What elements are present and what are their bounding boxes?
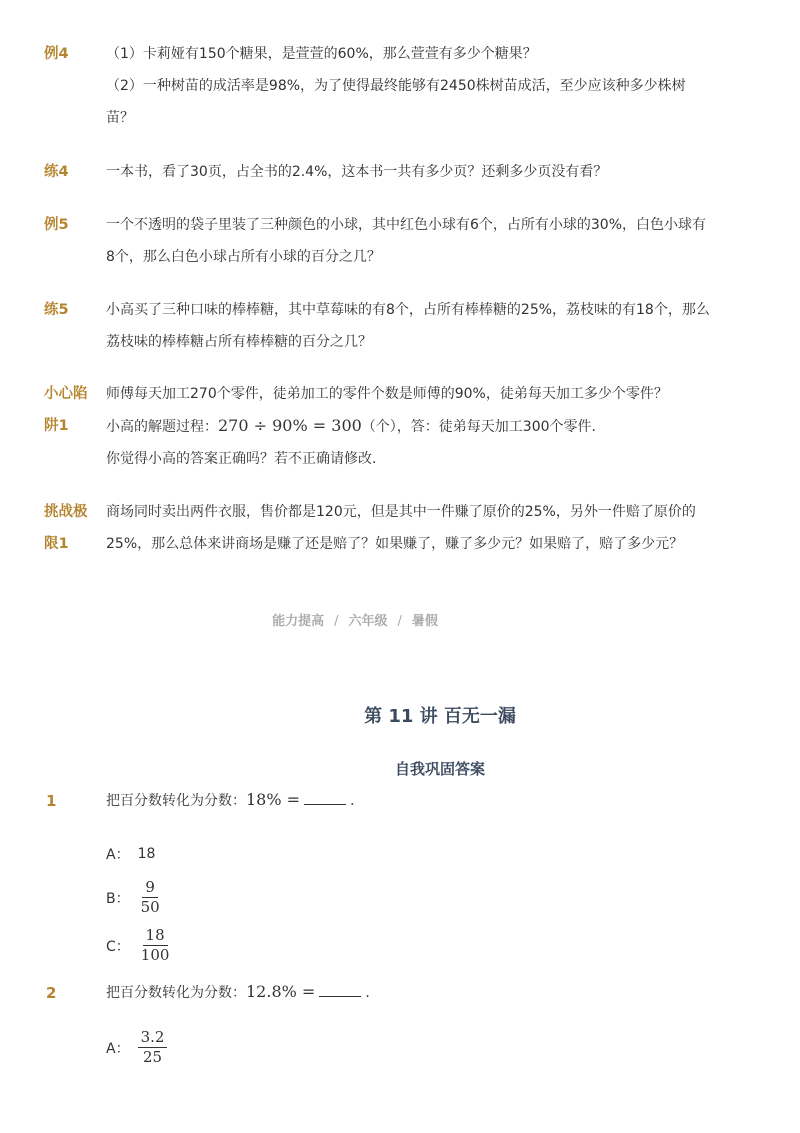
problem-text-challenge1 [106,496,726,560]
page-footer [0,610,710,629]
text-line: （1）卡莉娅有150个糖果，是萱萱的60%，那么萱萱有多少个糖果？ [106,46,537,62]
solution-prefix: 小高的解题过程： [106,419,218,435]
text-line: 25%，那么总体来讲商场是赚了还是赔了？如果赚了，赚了多少元？如果赔了，赔了多少元？ [106,536,684,552]
text-line: （2）一种树苗的成活率是98%，为了使得最终能够有2450株树苗成活，至少应该种多少株树 [106,78,686,94]
fraction [138,926,173,965]
question-prefix: 把百分数转化为分数： [106,985,246,1001]
answer-blank [304,804,346,805]
lecture-title: 第 11 讲 百无一漏 [364,706,516,727]
fraction [138,1028,168,1067]
fraction-denominator: 100 [140,946,170,964]
option-a [106,1028,167,1067]
question-math: 18% = [246,790,301,809]
text-line: 小高买了三种口味的棒棒糖，其中草莓味的有8个，占所有棒棒糖的25%，荔枝味的有18个，那么 [106,302,710,318]
question-text [106,790,364,810]
text-line: 你觉得小高的答案正确吗？若不正确请修改． [106,451,386,467]
problem-text-ex4 [106,38,726,134]
question-number: 1 [46,792,57,810]
question-text [106,982,379,1002]
question-math: 12.8% = [246,982,316,1001]
option-b [106,878,163,917]
label-line: 限1 [44,536,69,552]
question-suffix: ． [365,985,380,1001]
label-line: 例4 [44,46,69,62]
footer-part: 暑假 [411,614,438,629]
text-line: 荔枝味的棒棒糖占所有棒棒糖的百分之几？ [106,334,372,350]
question-number: 2 [46,984,57,1002]
solution-math: 270 ÷ 90% = 300 [218,416,362,435]
problem-label-ex4 [44,38,100,70]
problem-label-pr4 [44,156,100,188]
label-line: 阱1 [44,418,69,434]
text-line: 一本书，看了30页，占全书的2.4%，这本书一共有多少页？还剩多少页没有看？ [106,164,608,180]
problem-label-challenge1 [44,496,100,560]
text-line: 师傅每天加工270个零件，徒弟加工的零件个数是师傅的90%，徒弟每天加工多少个零件？ [106,386,668,402]
problem-text-trap1 [106,378,726,475]
option-letter: C： [106,938,130,955]
fraction-numerator: 3.2 [138,1028,168,1048]
fraction-denominator: 50 [140,898,160,916]
footer-part: 六年级 [348,614,388,629]
option-letter: B： [106,890,130,907]
option-c [106,926,172,965]
label-line: 小心陷 [44,386,88,402]
label-line: 例5 [44,217,69,233]
problem-text-pr5 [106,294,726,358]
solution-line [106,410,726,443]
text-line: 8个，那么白色小球占所有小球的百分之几？ [106,249,381,265]
fraction [138,878,163,917]
problem-label-trap1 [44,378,100,442]
footer-separator: / [397,614,402,629]
fraction-numerator: 18 [143,926,168,946]
fraction-numerator: 9 [142,878,158,898]
answer-blank [319,996,361,997]
text-line: 苗？ [106,110,134,126]
label-line: 挑战极 [44,504,88,520]
solution-suffix: （个），答：徒弟每天加工300个零件． [361,419,606,435]
option-a [106,844,155,864]
problem-text-ex5 [106,209,726,273]
label-line: 练4 [44,164,69,180]
section-title: 自我巩固答案 [394,760,485,778]
problem-label-pr5 [44,294,100,326]
text-line: 一个不透明的袋子里装了三种颜色的小球，其中红色小球有6个，占所有小球的30%，白色小球有 [106,217,707,233]
label-line: 练5 [44,302,69,318]
text-line: 商场同时卖出两件衣服，售价都是120元，但是其中一件赚了原价的25%，另外一件赔了原价的 [106,504,696,520]
option-letter: A： [106,1040,130,1057]
fraction-denominator: 25 [142,1048,163,1066]
option-letter: A： [106,847,130,863]
footer-part: 能力提高 [272,614,325,629]
problem-text-pr4 [106,156,726,188]
question-suffix: ． [350,793,365,809]
problem-label-ex5 [44,209,100,241]
option-value: 18 [137,846,156,862]
footer-separator: / [334,614,339,629]
question-prefix: 把百分数转化为分数： [106,793,246,809]
